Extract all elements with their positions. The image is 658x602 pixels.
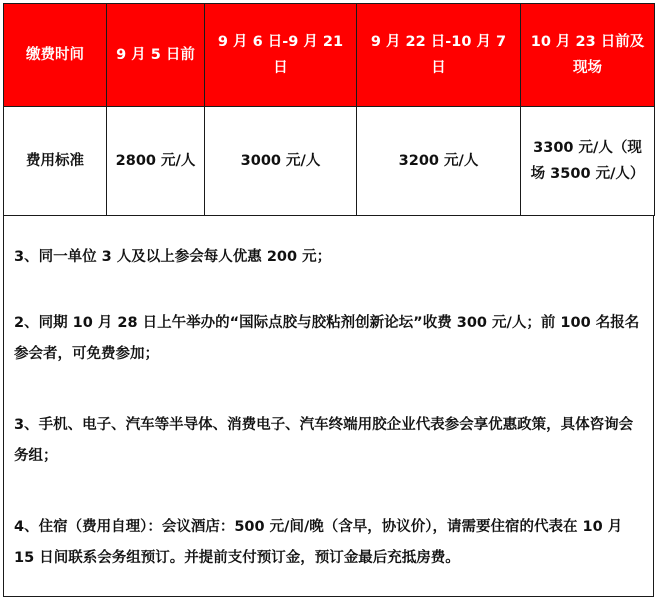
note-accommodation: 4、住宿（费用自理）：会议酒店：500 元/间/晚（含早，协议价），请需要住宿的代表在 10 月 15 日间联系会务组预订。并提前支付预订金，预订金最后充抵房费。	[14, 519, 623, 566]
fee-standard-label: 费用标准	[4, 107, 107, 216]
fee-table-header-row	[4, 4, 655, 107]
period-before-sep-5: 9 月 5 日前	[107, 4, 205, 107]
period-sep-22-to-oct-7: 9 月 22 日-10 月 7 日	[357, 4, 521, 107]
fee-table	[3, 3, 655, 216]
price-before-sep-5: 2800 元/人	[107, 107, 205, 216]
period-before-oct-23-and-onsite: 10 月 23 日前及现场	[521, 4, 655, 107]
price-before-oct-23-and-onsite: 3300 元/人（现场 3500 元/人）	[521, 107, 655, 216]
note-industry-discount: 3、手机、电子、汽车等半导体、消费电子、汽车终端用胶企业代表参会享优惠政策，具体咨询会务组；	[14, 417, 634, 464]
fee-table-price-row	[4, 107, 655, 216]
payment-time-label: 缴费时间	[4, 4, 107, 107]
price-sep-6-to-sep-21: 3000 元/人	[205, 107, 357, 216]
price-sep-22-to-oct-7: 3200 元/人	[357, 107, 521, 216]
period-sep-6-to-sep-21: 9 月 6 日-9 月 21 日	[205, 4, 357, 107]
note-group-discount: 3、同一单位 3 人及以上参会每人优惠 200 元；	[14, 249, 332, 265]
fee-info-panel	[3, 3, 654, 597]
note-forum-fee: 2、同期 10 月 28 日上午举办的“国际点胶与胶粘剂创新论坛”收费 300 元/人；前 100 名报名参会者，可免费参加；	[14, 315, 640, 362]
